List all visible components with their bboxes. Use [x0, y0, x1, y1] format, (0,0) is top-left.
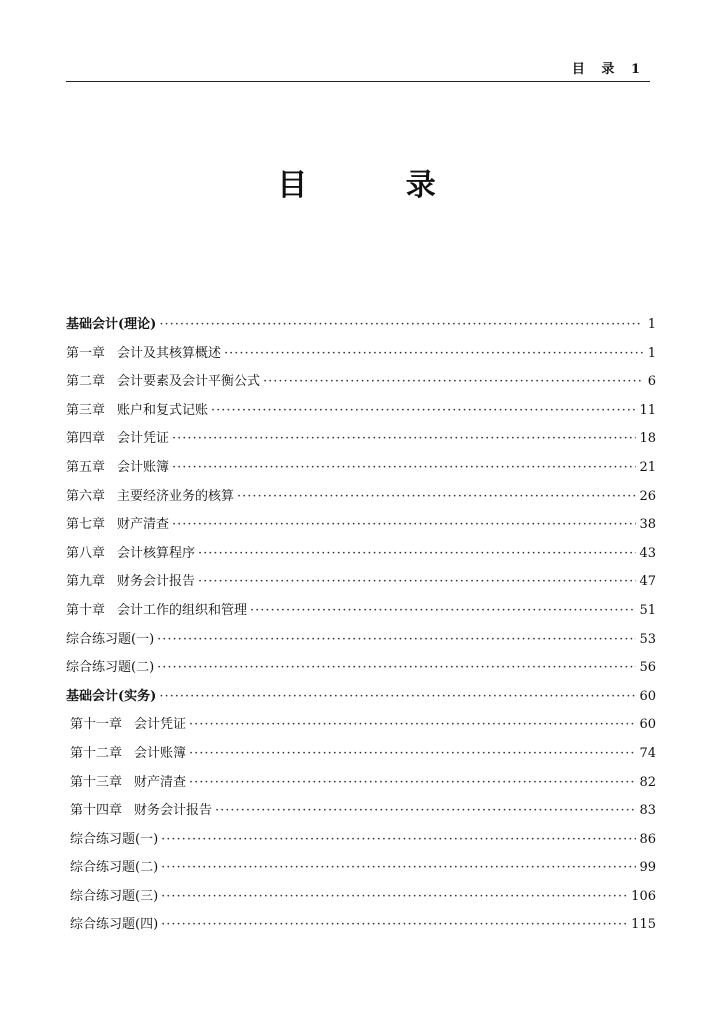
toc-entry[interactable] — [66, 368, 656, 397]
toc-entry-title: 综合练习题(一) — [70, 831, 159, 847]
toc-entry-label — [66, 454, 169, 483]
toc-leader-dots — [159, 683, 636, 712]
toc-entry[interactable] — [66, 654, 656, 683]
toc-entry-label — [66, 683, 156, 712]
toc-entry[interactable] — [66, 911, 656, 940]
toc-entry[interactable] — [66, 683, 656, 712]
toc-entry-label — [66, 311, 156, 340]
toc-entry-label — [66, 654, 154, 683]
toc-chapter-number: 第十三章 — [70, 774, 123, 790]
toc-page-number: 106 — [631, 888, 656, 904]
toc-chapter-number: 第三章 — [66, 402, 106, 418]
toc-leader-dots — [172, 511, 636, 540]
toc-chapter-number: 第十二章 — [70, 745, 123, 761]
toc-entry-title: 综合练习题(二) — [70, 860, 159, 876]
toc-entry-label — [70, 854, 158, 883]
toc-entry-title: 会计核算程序 — [117, 545, 196, 561]
toc-entry[interactable] — [66, 740, 656, 769]
toc-page-number: 47 — [639, 574, 656, 590]
toc-entry-title: 会计及其核算概述 — [117, 345, 222, 361]
toc-entry-label — [70, 883, 158, 912]
toc-page-number: 60 — [639, 688, 656, 704]
toc-chapter-number: 第十一章 — [70, 717, 123, 733]
toc-entry-title: 主要经济业务的核算 — [117, 488, 235, 504]
toc-leader-dots — [198, 540, 636, 569]
toc-page-number: 86 — [639, 831, 656, 847]
toc-leader-dots — [189, 769, 636, 798]
toc-entry-label — [66, 425, 169, 454]
header-rule — [66, 81, 650, 82]
toc-entry-title: 财务会计报告 — [134, 803, 213, 819]
toc-entry-title: 基础会计(实务) — [66, 688, 157, 704]
toc-leader-dots — [189, 711, 636, 740]
toc-entry[interactable] — [66, 854, 656, 883]
toc-entry[interactable] — [66, 454, 656, 483]
toc-page-number: 38 — [639, 517, 656, 533]
toc-leader-dots — [161, 911, 628, 940]
toc-page-number: 99 — [639, 860, 656, 876]
toc-page-number: 6 — [647, 374, 656, 390]
toc-entry-title: 会计凭证 — [117, 431, 170, 447]
toc-entry-label — [70, 797, 212, 826]
toc-page-number: 26 — [639, 488, 656, 504]
toc-entry[interactable] — [66, 425, 656, 454]
running-header — [66, 56, 650, 82]
toc-entry-title: 综合练习题(二) — [66, 660, 155, 676]
toc-leader-dots — [172, 454, 636, 483]
toc-page-number: 60 — [639, 717, 656, 733]
toc-leader-dots — [157, 626, 636, 655]
toc-chapter-number: 第八章 — [66, 545, 106, 561]
toc-entry-label — [66, 397, 208, 426]
toc-entry-label — [70, 711, 186, 740]
toc-entry-label — [66, 597, 247, 626]
toc-entry-label — [66, 368, 260, 397]
toc-entry-title: 财产清查 — [117, 517, 170, 533]
toc-page-number: 18 — [639, 431, 656, 447]
toc-page-number: 51 — [639, 602, 656, 618]
toc-entry-label — [70, 769, 186, 798]
toc-entry[interactable] — [66, 311, 656, 340]
toc-entry-label — [66, 568, 195, 597]
toc-entry[interactable] — [66, 797, 656, 826]
toc-entry-label — [66, 626, 154, 655]
toc-entry-title: 综合练习题(三) — [70, 888, 159, 904]
toc-chapter-number: 第九章 — [66, 574, 106, 590]
toc-entry[interactable] — [66, 597, 656, 626]
toc-entry[interactable] — [66, 397, 656, 426]
toc-entry-title: 账户和复式记账 — [117, 402, 209, 418]
toc-chapter-number: 第十四章 — [70, 803, 123, 819]
toc-entry[interactable] — [66, 511, 656, 540]
toc-entry[interactable] — [66, 340, 656, 369]
toc-entry-title: 会计要素及会计平衡公式 — [117, 374, 261, 390]
toc-entry-label — [66, 540, 195, 569]
toc-page-number: 82 — [639, 774, 656, 790]
toc-entry-title: 会计凭证 — [134, 717, 187, 733]
toc-entry-title: 财务会计报告 — [117, 574, 196, 590]
toc-entry[interactable] — [66, 568, 656, 597]
toc-entry[interactable] — [66, 483, 656, 512]
toc-leader-dots — [263, 368, 643, 397]
toc-chapter-number: 第五章 — [66, 459, 106, 475]
toc-page-number: 56 — [639, 660, 656, 676]
toc-entry-label — [66, 483, 234, 512]
toc-entry-title: 综合练习题(一) — [66, 631, 155, 647]
toc-leader-dots — [161, 826, 636, 855]
toc-page-number: 1 — [647, 317, 656, 332]
toc-page-number: 53 — [639, 631, 656, 647]
toc-entry[interactable] — [66, 883, 656, 912]
page-title: 目 录 — [277, 168, 480, 203]
toc-leader-dots — [250, 597, 636, 626]
toc-leader-dots — [198, 568, 636, 597]
toc-chapter-number: 第七章 — [66, 517, 106, 533]
toc-page-number: 74 — [639, 745, 656, 761]
header-text: 目 录 1 — [571, 62, 646, 77]
toc-entry[interactable] — [66, 769, 656, 798]
toc-entry-label — [66, 511, 169, 540]
toc-page-number: 1 — [647, 345, 656, 361]
toc-entry-title: 会计账簿 — [134, 745, 187, 761]
toc-leader-dots — [237, 483, 636, 512]
toc-entry-title: 会计账簿 — [117, 459, 170, 475]
toc-leader-dots — [159, 311, 643, 340]
toc-leader-dots — [189, 740, 636, 769]
toc-page-number: 21 — [639, 459, 656, 475]
toc-entry-label — [70, 826, 158, 855]
toc-page-number: 115 — [631, 917, 656, 933]
toc-entry[interactable] — [66, 540, 656, 569]
table-of-contents — [66, 311, 656, 940]
toc-entry-title: 会计工作的组织和管理 — [117, 602, 248, 618]
toc-chapter-number: 第十章 — [66, 602, 106, 618]
toc-page-number: 11 — [639, 402, 656, 418]
toc-leader-dots — [161, 854, 636, 883]
toc-chapter-number: 第二章 — [66, 374, 106, 390]
toc-chapter-number: 第一章 — [66, 345, 106, 361]
toc-leader-dots — [161, 883, 628, 912]
toc-leader-dots — [157, 654, 636, 683]
toc-page-number: 43 — [639, 545, 656, 561]
toc-chapter-number: 第六章 — [66, 488, 106, 504]
toc-chapter-number: 第四章 — [66, 431, 106, 447]
toc-entry[interactable] — [66, 626, 656, 655]
toc-entry-title: 财产清查 — [134, 774, 187, 790]
toc-entry-label — [66, 340, 221, 369]
toc-page-number: 83 — [639, 803, 656, 819]
toc-leader-dots — [172, 425, 636, 454]
toc-entry[interactable] — [66, 826, 656, 855]
toc-entry-title: 综合练习题(四) — [70, 917, 159, 933]
toc-entry-label — [70, 911, 158, 940]
toc-entry[interactable] — [66, 711, 656, 740]
toc-leader-dots — [224, 340, 643, 369]
toc-entry-label — [70, 740, 186, 769]
toc-leader-dots — [215, 797, 636, 826]
toc-leader-dots — [211, 397, 636, 426]
toc-entry-title: 基础会计(理论) — [66, 317, 157, 332]
